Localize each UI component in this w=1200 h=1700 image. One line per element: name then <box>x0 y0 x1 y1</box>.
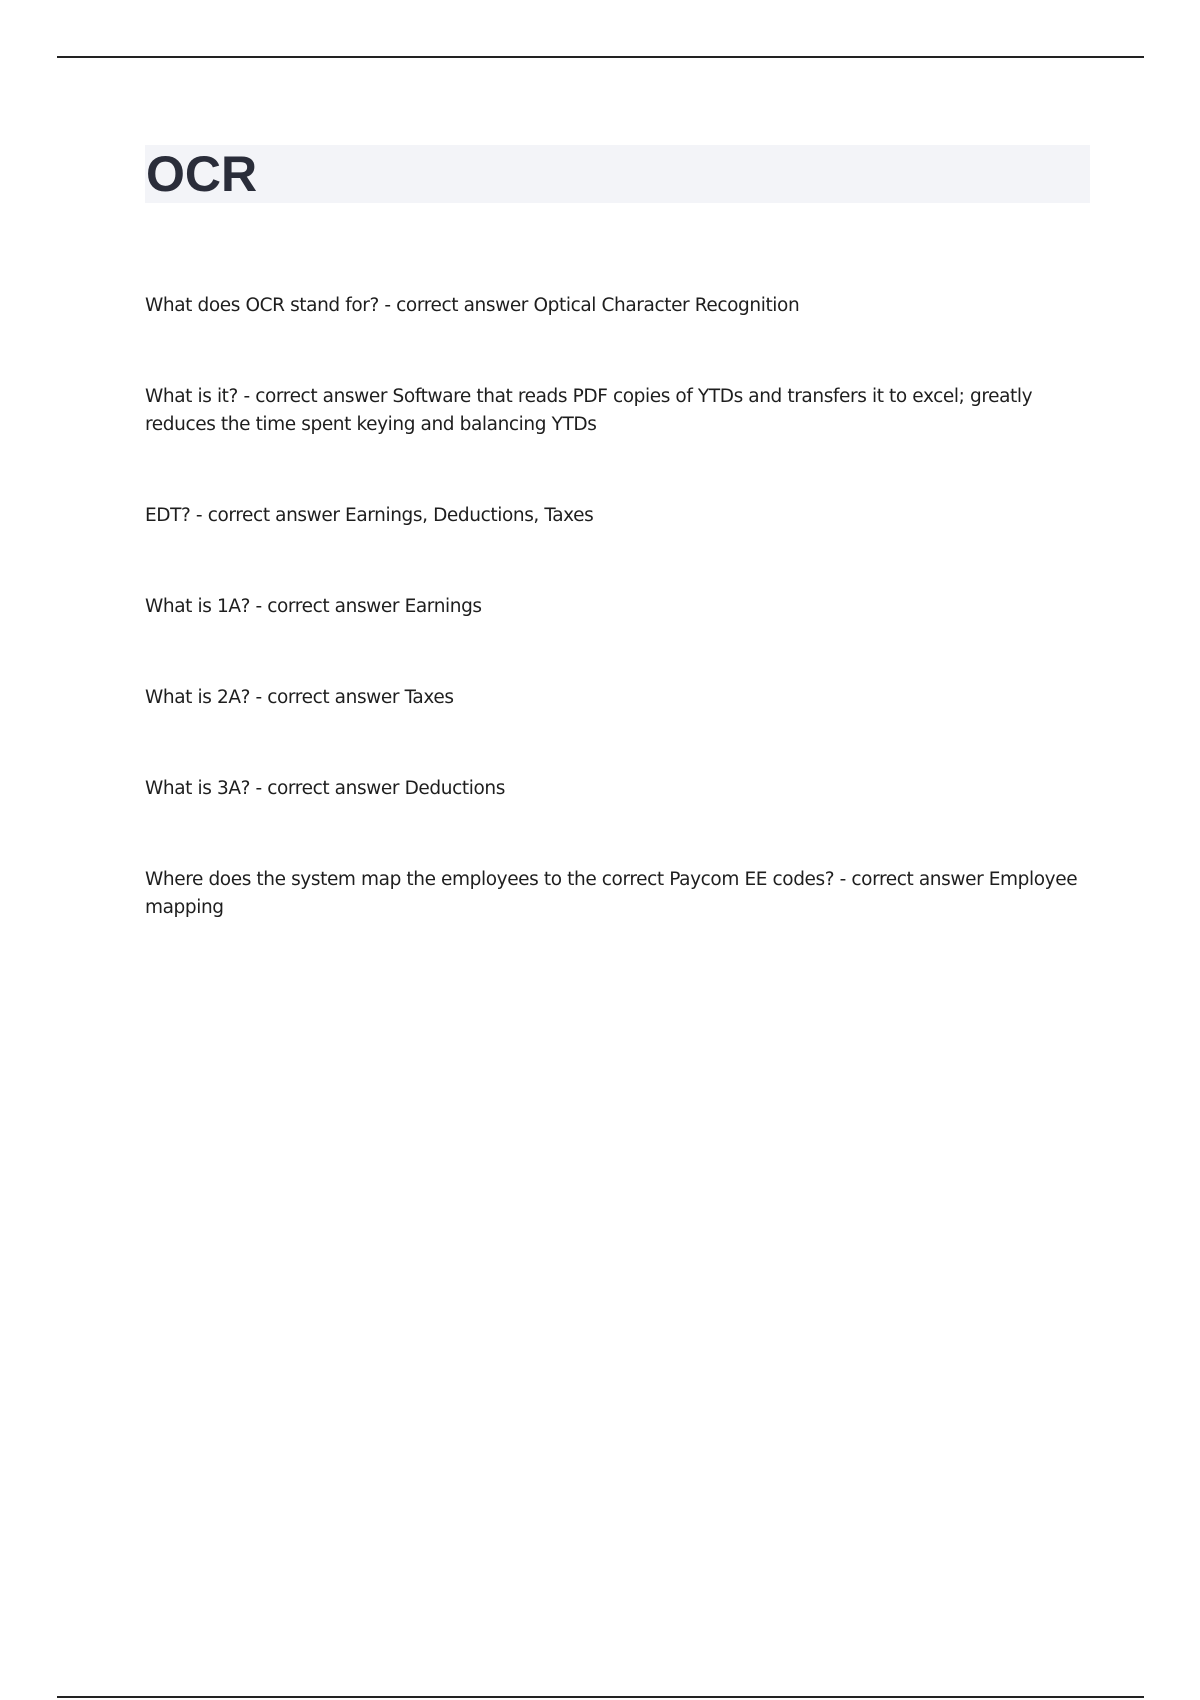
title-band <box>145 145 1090 203</box>
document-title: OCR <box>146 146 258 202</box>
qa-item-7: Where does the system map the employees to the correct Paycom EE codes? - correct answer Employee mapping <box>145 869 1078 918</box>
qa-item-4: What is 1A? - correct answer Earnings <box>145 596 482 617</box>
qa-item-1: What does OCR stand for? - correct answer Optical Character Recognition <box>145 295 800 316</box>
top-divider <box>57 56 1144 58</box>
qa-item-6: What is 3A? - correct answer Deductions <box>145 778 505 799</box>
qa-item-2: What is it? - correct answer Software that reads PDF copies of YTDs and transfers it to excel; greatly reduces the time spent keying and balancing YTDs <box>145 386 1033 435</box>
qa-item-3: EDT? - correct answer Earnings, Deductions, Taxes <box>145 505 594 526</box>
bottom-divider <box>57 1696 1144 1698</box>
qa-item-5: What is 2A? - correct answer Taxes <box>145 687 454 708</box>
